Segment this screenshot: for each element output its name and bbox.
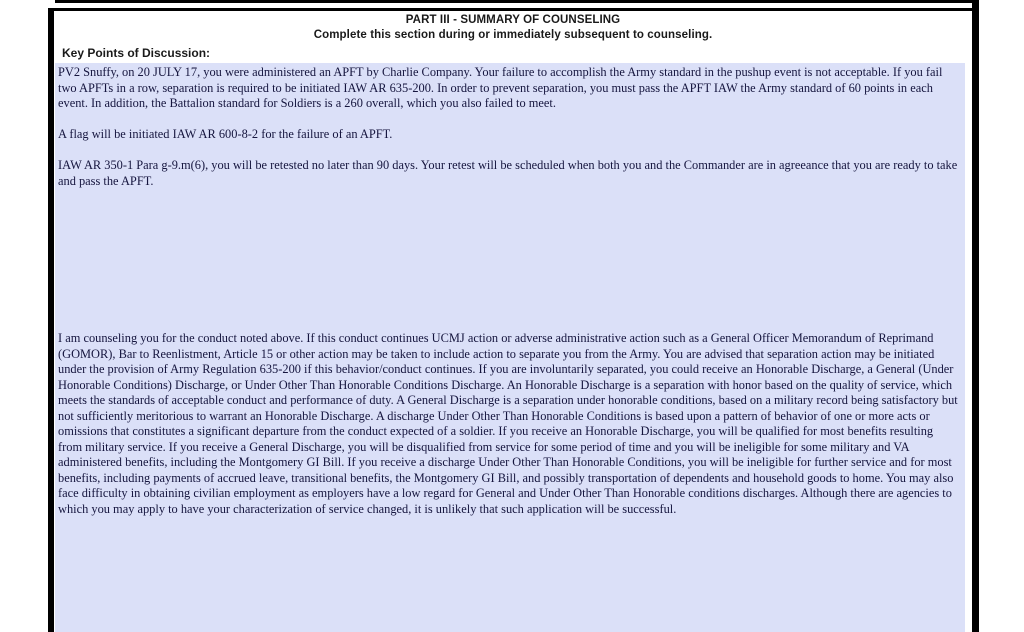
key-points-label-row	[54, 43, 972, 63]
form-right-border	[972, 0, 979, 632]
paragraph-separation-consequences: I am counseling you for the conduct noted above. If this conduct continues UCMJ action or adverse administrative action such as a General Officer Memorandum of Reprimand (GOMOR), Bar to Reenlistment, Article 15 or other action may be taken to include action to separate you from the Army. You are advised that separation action may be initiated under the provision of Army Regulation 635-200 if this behavior/conduct continues. If you are involuntarily separated, you could receive an Honorable Discharge, a General (Under Honorable Conditions) Discharge, or Under Other Than Honorable Conditions Discharge. An Honorable Discharge is a separation with honor based on the quality of service, which meets the standards of acceptable conduct and performance of duty. A General Discharge is a separation under honorable conditions, based on a military record being satisfactory but not sufficiently meritorious to warrant an Honorable Discharge. A discharge Under Other Than Honorable Conditions is based upon a pattern of behavior of one or more acts or omissions that constitutes a significant departure from the conduct expected of a soldier. If you receive an Honorable Discharge, you will be qualified for most benefits resulting from military service. If you receive a General Discharge, you will be disqualified from service for some period of time and you will be ineligible for some military and VA administered benefits, including the Montgomery GI Bill. If you receive a discharge Under Other Than Honorable Conditions, you will be ineligible for further service and for most benefits, including payments of accrued leave, transitional benefits, the Montgomery GI Bill, and possibly transportation of dependents and household goods to home. You may also face difficulty in obtaining civilian employment as employers have a low regard for General and Under Other Than Honorable conditions discharges. Although there are agencies to which you may apply to have your characterization of service changed, it is unlikely that such application will be successful.	[58, 331, 958, 516]
paragraph-retest: IAW AR 350-1 Para g-9.m(6), you will be retested no later than 90 days. Your retest will be scheduled when both you and the Commander are in agreeance that you are ready to take and pass the APFT.	[58, 158, 958, 188]
part-iii-header	[54, 8, 972, 45]
key-points-of-discussion-textarea[interactable]	[55, 63, 965, 632]
part-iii-title: PART III - SUMMARY OF COUNSELING	[405, 14, 621, 26]
key-points-label: Key Points of Discussion:	[62, 46, 211, 60]
paragraph-flag-initiation: A flag will be initiated IAW AR 600-8-2 for the failure of an APFT.	[58, 127, 393, 141]
paragraph-apft-failure: PV2 Snuffy, on 20 JULY 17, you were administered an APFT by Charlie Company. Your failure to accomplish the Army standard in the pushup event is not acceptable. If you fail two APFTs in a row, separation is required to be initiated IAW AR 635-200. In order to prevent separation, you must pass the APFT IAW the Army standard of 60 points in each event. In addition, the Battalion standard for Soldiers is a 260 overall, which you also failed to meet.	[58, 65, 943, 110]
previous-section-divider	[55, 0, 972, 3]
part-iii-subtitle: Complete this section during or immediately subsequent to counseling.	[313, 28, 713, 41]
form-left-border	[48, 8, 54, 632]
